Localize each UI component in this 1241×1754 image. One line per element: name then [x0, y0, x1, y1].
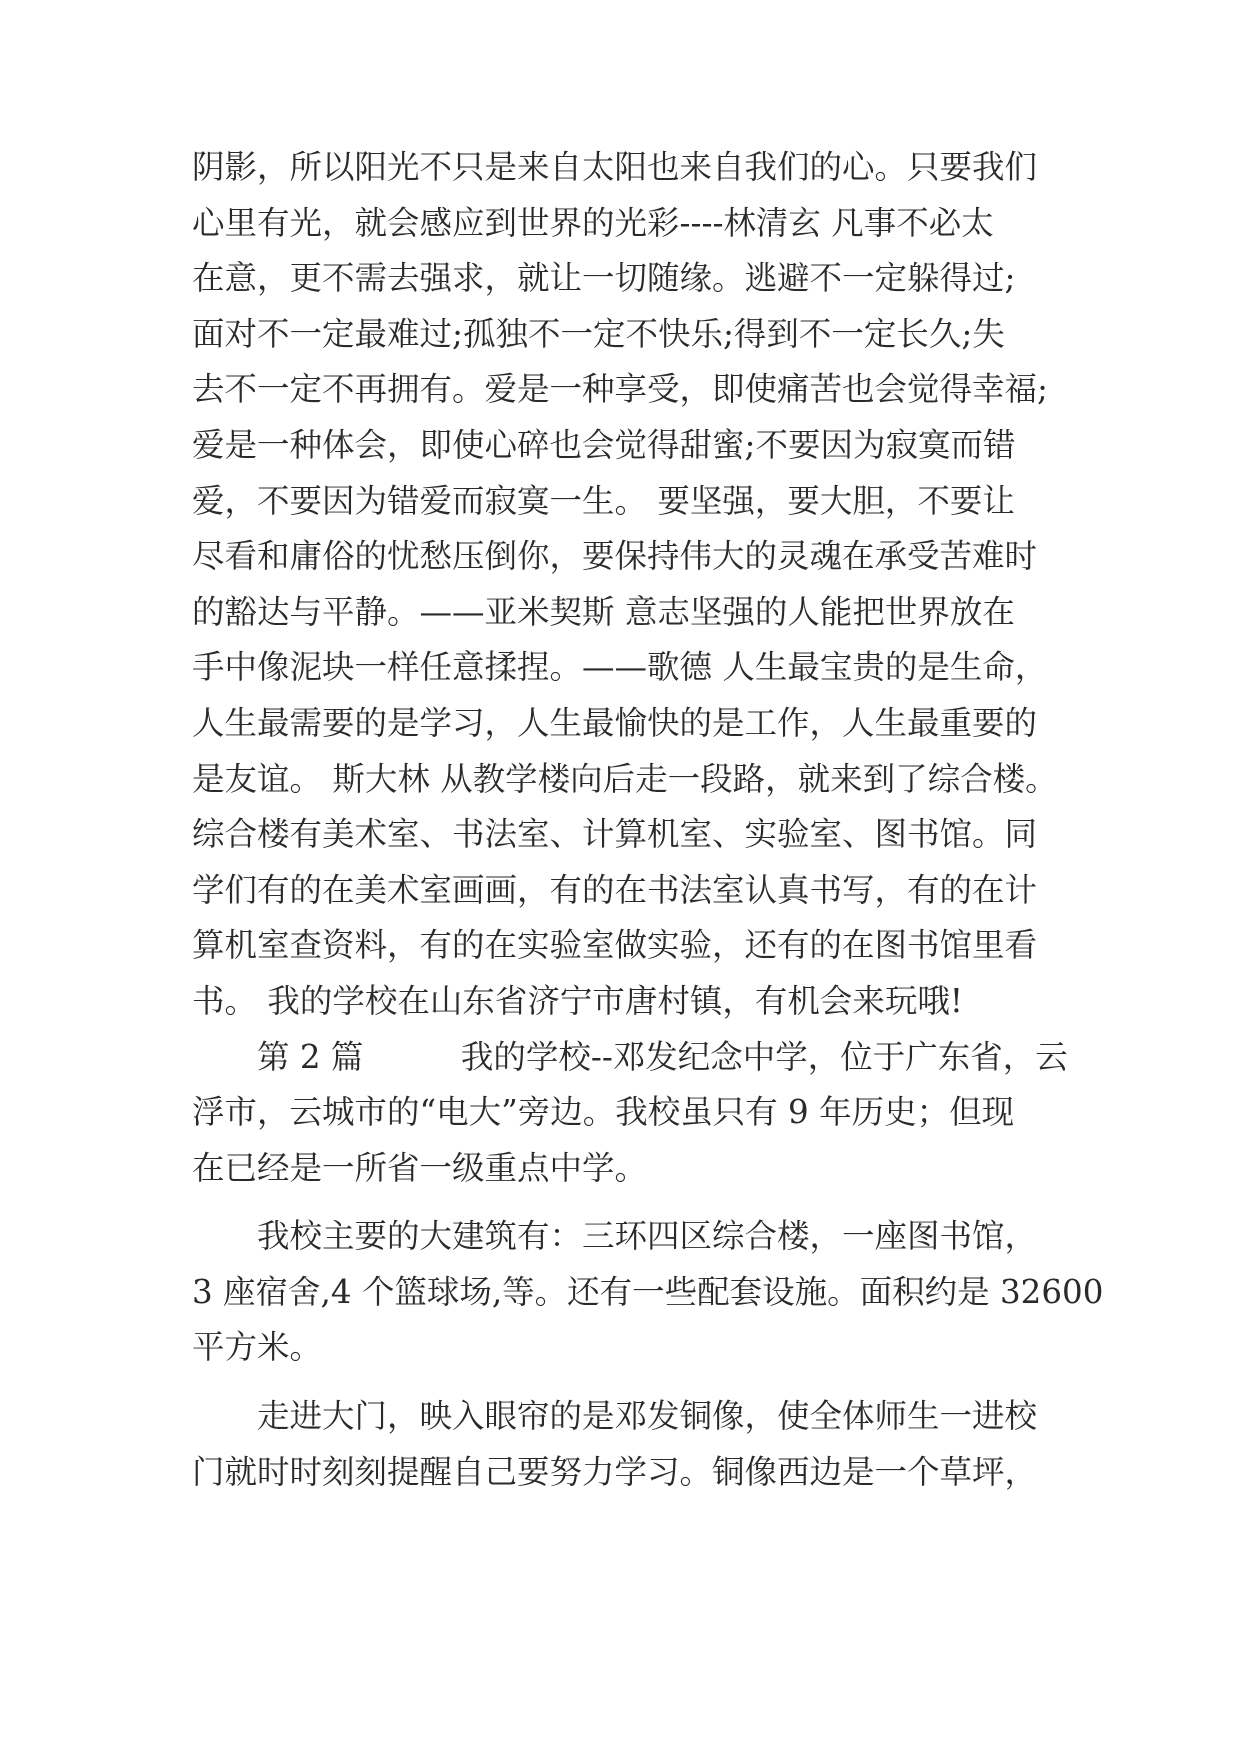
text-line: 在已经是一所省一级重点中学。: [192, 1148, 648, 1187]
text-line: 阴影，所以阳光不只是来自太阳也来自我们的心。只要我们: [192, 148, 1038, 186]
text-line: 浮市，云城市的“电大”旁边。我校虽只有 9 年历史；但现: [192, 1093, 1015, 1132]
text-line: 算机室查资料，有的在实验室做实验，还有的在图书馆里看: [192, 926, 1038, 965]
section-heading-line: 第 2 篇 我的学校--邓发纪念中学，位于广东省，云: [192, 1037, 1068, 1076]
text-line: 爱，不要因为错爱而寂寞一生。 要坚强，要大胆，不要让: [192, 481, 1015, 520]
paragraph-gap: [192, 1196, 1052, 1209]
text-line: 书。 我的学校在山东省济宁市唐村镇，有机会来玩哦!: [192, 981, 963, 1020]
text-line: 是友谊。 斯大林 从教学楼向后走一段路，就来到了综合楼。: [192, 759, 1058, 798]
text-line: 面对不一定最难过;孤独不一定不快乐;得到不一定长久;失: [192, 314, 1005, 353]
text-line: 走进大门，映入眼帘的是邓发铜像，使全体师生一进校: [192, 1397, 1038, 1436]
text-line: 的豁达与平静。——亚米契斯 意志坚强的人能把世界放在: [192, 592, 1015, 631]
text-line: 学们有的在美术室画画，有的在书法室认真书写，有的在计: [192, 870, 1038, 909]
text-line: 尽看和庸俗的忧愁压倒你，要保持伟大的灵魂在承受苦难时: [192, 537, 1038, 576]
paragraph-gap: [192, 1376, 1052, 1389]
text-line: 3 座宿舍,4 个篮球场,等。还有一些配套设施。面积约是 32600: [192, 1272, 1104, 1311]
text-line: 爱是一种体会，即使心碎也会觉得甜蜜;不要因为寂寞而错: [192, 425, 1016, 464]
text-line: 门就时时刻刻提醒自己要努力学习。铜像西边是一个草坪，: [192, 1452, 1038, 1491]
text-line: 去不一定不再拥有。爱是一种享受，即使痛苦也会觉得幸福;: [192, 370, 1048, 409]
text-line: 人生最需要的是学习，人生最愉快的是工作，人生最重要的: [192, 703, 1038, 742]
text-line: 心里有光，就会感应到世界的光彩----林清玄 凡事不必太: [192, 203, 994, 242]
text-line: 在意，更不需去强求，就让一切随缘。逃避不一定躲得过;: [192, 259, 1016, 298]
text-line: 我校主要的大建筑有：三环四区综合楼，一座图书馆，: [192, 1217, 1038, 1256]
text-line: 综合楼有美术室、书法室、计算机室、实验室、图书馆。同: [192, 815, 1038, 854]
text-line: 平方米。: [192, 1328, 323, 1367]
text-line: 手中像泥块一样任意揉捏。——歌德 人生最宝贵的是生命，: [192, 648, 1048, 687]
document-body: [192, 140, 1104, 1500]
